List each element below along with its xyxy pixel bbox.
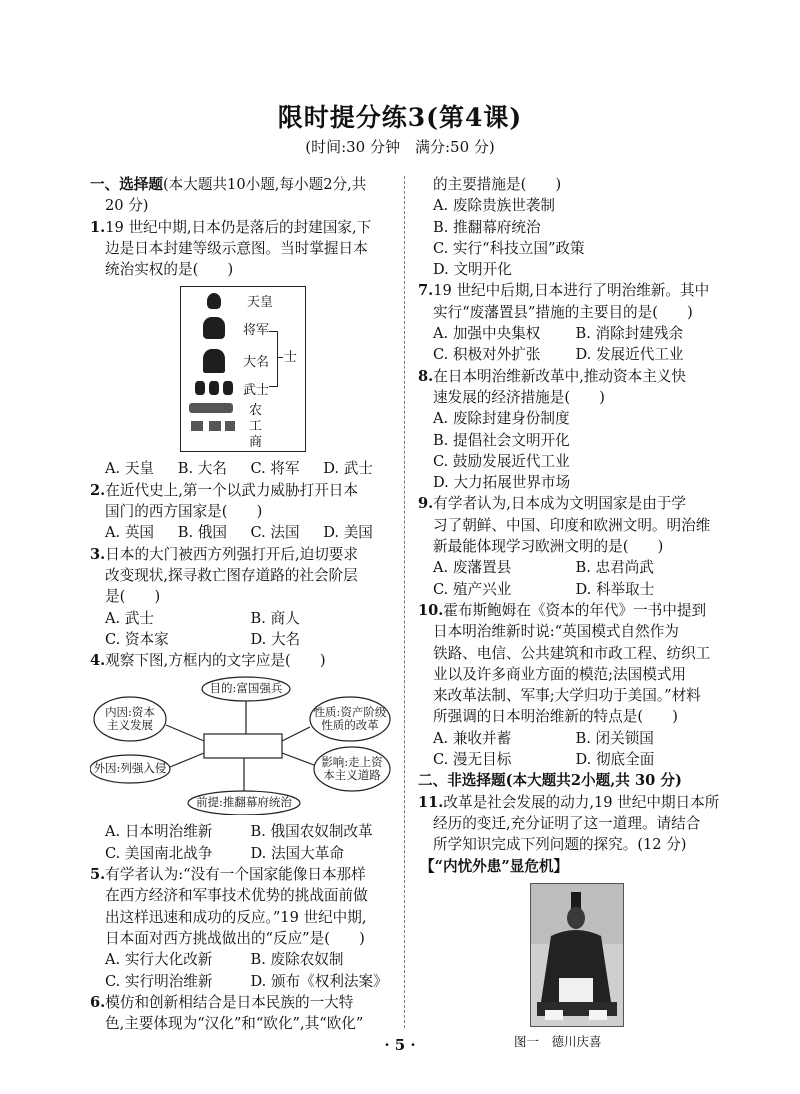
question-4: 4.观察下图,方框内的文字应是( ) 目的:富国强兵 内因:资本 主义发展 性质:资产阶级 性质的改革 外因:列强入侵 影响:走上资 本主义道路 前提:推翻幕府统治 A. 日本明治维新 B. 俄国农奴制改革 C. 美国南北战争 D. 法国大革命 <box>90 650 396 864</box>
option: B. 俄国农奴制改革 <box>250 823 373 841</box>
page-number: · 5 · <box>384 1036 416 1054</box>
option: C. 资本家 <box>105 630 169 648</box>
right-column <box>418 174 718 1052</box>
section2-heading: 二、非选择题(本大题共2小题,共 30 分) <box>418 772 682 790</box>
option: D. 大名 <box>250 630 301 648</box>
option: C. 将军 <box>250 460 300 478</box>
option: A. 武士 <box>105 609 155 627</box>
material-title: 【“内忧外患”显危机】 <box>420 857 569 875</box>
goal-node: 目的:富国强兵 <box>209 681 283 696</box>
section1-note: 20 分) <box>105 197 149 215</box>
shogun-figure <box>203 317 225 339</box>
option: C. 鼓励发展近代工业 <box>433 452 570 470</box>
option: C. 美国南北战争 <box>105 844 213 862</box>
premise-node: 前提:推翻幕府统治 <box>196 795 292 810</box>
question-6-continued: 的主要措施是( ) A. 废除贵族世袭制 B. 推翻幕府统治 C. 实行“科技立国”政策 D. 文明开化 <box>418 174 718 280</box>
mind-map-shapes <box>90 675 396 815</box>
question-7: 7.19 世纪中后期,日本进行了明治维新。其中 实行“废藩置县”措施的主要目的是( ) A. 加强中央集权 B. 消除封建残余 C. 积极对外扩张 D. 发展近代工业 <box>418 280 718 365</box>
option: D. 武士 <box>323 460 373 478</box>
option: B. 忠君尚武 <box>575 559 654 577</box>
option: A. 废除封建身份制度 <box>433 410 570 428</box>
option: B. 商人 <box>250 609 300 627</box>
mind-map <box>90 675 396 815</box>
question-8: 8.在日本明治维新改革中,推动资本主义快 速发展的经济措施是( ) A. 废除封建身份制度 B. 提倡社会文明开化 C. 鼓励发展近代工业 D. 大力拓展世界市场 <box>418 366 718 494</box>
option: D. 美国 <box>323 524 373 542</box>
impact-node: 影响:走上资 本主义道路 <box>321 755 383 783</box>
peasant-figure <box>189 403 233 413</box>
option: D. 颁布《权利法案》 <box>250 972 388 990</box>
option: B. 废除农奴制 <box>250 951 344 969</box>
option: A. 废除贵族世袭制 <box>433 197 555 215</box>
external-cause-node: 外因:列强入侵 <box>93 761 167 776</box>
photo-caption: 图一 德川庆喜 <box>514 1033 602 1049</box>
option: B. 大名 <box>177 460 227 478</box>
option: C. 法国 <box>250 524 300 542</box>
q1-options <box>90 458 396 479</box>
option: D. 大力拓展世界市场 <box>433 474 571 492</box>
option: A. 废藩置县 <box>433 559 512 577</box>
question-11: 11.改革是社会发展的动力,19 世纪中期日本所 经历的变迁,充分证明了这一道理。请结合 所学知识完成下列问题的探究。(12 分) 【“内忧外患”显危机】 图一 德川庆喜 <box>418 792 718 1052</box>
question-10: 10.霍布斯鲍姆在《资本的年代》一书中提到 日本明治维新时说:“英国模式自然作为 铁路、电信、公共建筑和市政工程、纺织工 业以及许多商业方面的模范;法国模式用 来改革法制、军事;大学归功于美国。”材料 所强调的日本明治维新的特点是( ) A. 兼收并蓄 B. 闭关锁国 C. 漫无目标 D. 彻底全面 <box>418 600 718 770</box>
option: D. 发展近代工业 <box>575 346 684 364</box>
question-3: 3.日本的大门被西方列强打开后,迫切要求 改变现状,探寻救亡图存道路的社会阶层 是( ) A. 武士 B. 商人 C. 资本家 D. 大名 <box>90 544 396 650</box>
option: C. 殖产兴业 <box>433 580 512 598</box>
option: B. 闭关锁国 <box>575 729 654 747</box>
internal-cause-node: 内因:资本 主义发展 <box>105 705 155 733</box>
option: D. 彻底全面 <box>575 751 655 769</box>
question-1: 1.19 世纪中期,日本仍是落后的封建国家,下 边是日本封建等级示意图。当时掌握日本 统治实权的是( ) 天皇 将军 大名 士 武士 农 工 商 A. 天皇 B. 大名 C. 将军 D. 武士 <box>90 217 396 480</box>
option: D. 法国大革命 <box>250 844 344 862</box>
option: A. 日本明治维新 <box>105 823 213 841</box>
option: A. 天皇 <box>105 460 155 478</box>
option: C. 积极对外扩张 <box>433 346 541 364</box>
portrait-shapes <box>531 884 623 1026</box>
question-5: 5.有学者认为:“没有一个国家能像日本那样 在西方经济和军事技术优势的挑战面前做 出这样迅速和成功的反应。”19 世纪中期, 日本面对西方挑战做出的“反应”是( ) A. 实行大化改新 B. 废除农奴制 C. 实行明治维新 D. 颁布《权利法案》 <box>90 864 396 992</box>
option: A. 加强中央集权 <box>433 325 541 343</box>
option: B. 推翻幕府统治 <box>433 218 541 236</box>
left-column <box>90 174 396 1034</box>
daimyo-figure <box>203 349 225 373</box>
option: A. 兼收并蓄 <box>433 729 512 747</box>
option: B. 提倡社会文明开化 <box>433 431 570 449</box>
samurai-figure <box>195 381 205 395</box>
option: C. 漫无目标 <box>433 751 512 769</box>
option: C. 实行明治维新 <box>105 972 213 990</box>
option: A. 英国 <box>105 524 155 542</box>
emperor-figure <box>207 293 221 309</box>
portrait-photo <box>530 883 624 1027</box>
section1-heading: 一、选择题(本大题共10小题,每小题2分,共 <box>90 176 367 193</box>
option: D. 文明开化 <box>433 261 512 279</box>
q2-options <box>90 522 396 543</box>
option: B. 消除封建残余 <box>575 325 684 343</box>
page-title: 限时提分练3(第4课) <box>277 103 523 132</box>
option: B. 俄国 <box>177 524 227 542</box>
question-6: 6.模仿和创新相结合是日本民族的一大特 色,主要体现为“汉化”和“欧化”,其“欧化” <box>90 993 364 1033</box>
hierarchy-figure: 天皇 将军 大名 士 武士 农 工 商 <box>180 286 306 452</box>
nature-node: 性质:资产阶级 性质的改革 <box>313 705 387 733</box>
question-9: 9.有学者认为,日本成为文明国家是由于学 习了朝鲜、中国、印度和欧洲文明。明治维 新最能体现学习欧洲文明的是( ) A. 废藩置县 B. 忠君尚武 C. 殖产兴业 D. 科举取士 <box>418 493 718 599</box>
page-subtitle: (时间:30 分钟 满分:50 分) <box>305 138 495 156</box>
option: C. 实行“科技立国”政策 <box>433 239 585 257</box>
question-2: 2.在近代史上,第一个以武力威胁打开日本 国门的西方国家是( ) A. 英国 B. 俄国 C. 法国 D. 美国 <box>90 480 396 544</box>
column-divider <box>404 176 405 1028</box>
shi-bracket <box>269 331 278 387</box>
option: D. 科举取士 <box>575 580 655 598</box>
artisan-figure <box>191 421 203 431</box>
option: A. 实行大化改新 <box>105 951 213 969</box>
